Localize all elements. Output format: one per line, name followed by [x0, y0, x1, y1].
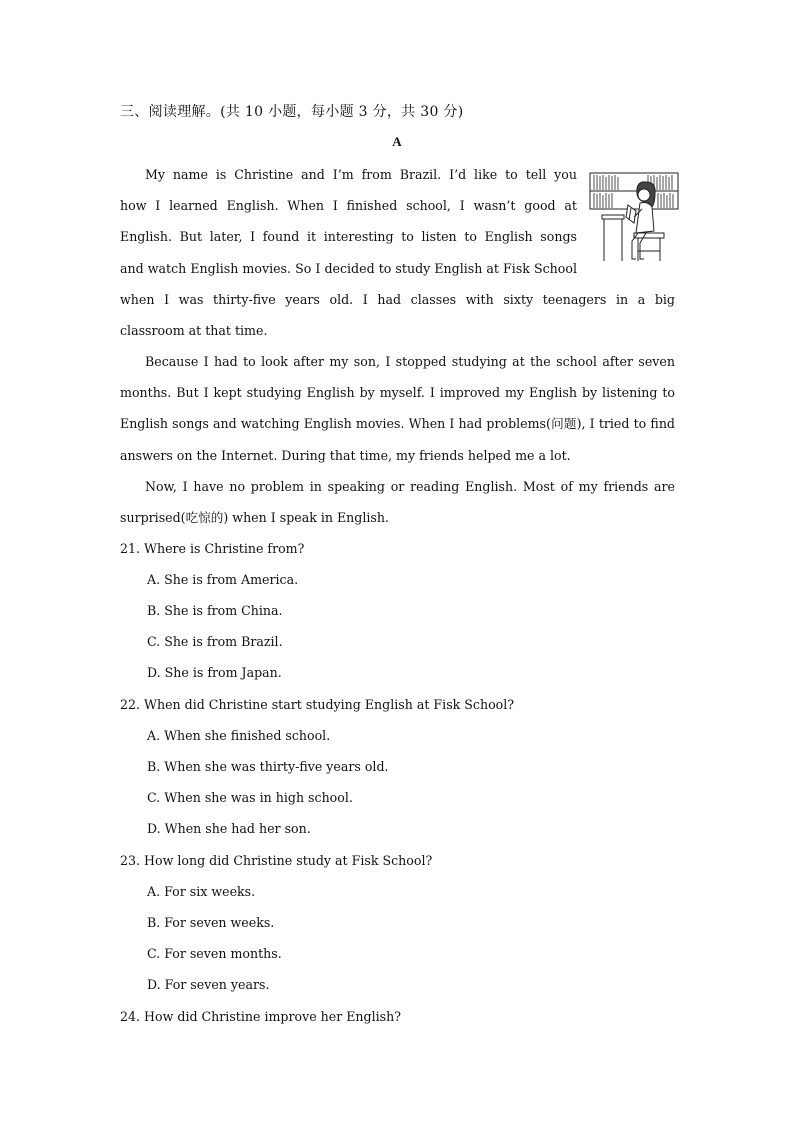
- passage-line: and watch English movies. So I decided to study English at Fisk School: [120, 260, 577, 276]
- passage-paragraph-2: Because I had to look after my son, I stopped studying at the school after seven months. But I kept studying English by myself. I improved my English by listening to English songs and watching English movies. When I had problems(问题), I tried to find answers on the Internet. During that time, my friends helped me a lot.: [120, 354, 675, 463]
- question-23-option-c: C. For seven months.: [147, 946, 282, 961]
- question-23-stem: 23. How long did Christine study at Fisk School?: [120, 853, 433, 868]
- passage-line: when I was thirty-five years old. I had classes with sixty teenagers in a big: [120, 291, 675, 307]
- passage-line: My name is Christine and I’m from Brazil. I’d like to tell you: [145, 167, 577, 182]
- question-21-option-d: D. She is from Japan.: [147, 665, 282, 680]
- passage-paragraph-1: [120, 159, 675, 346]
- question-21-stem: 21. Where is Christine from?: [120, 541, 305, 556]
- passage-line: English. But later, I found it interesting to listen to English songs: [120, 229, 577, 245]
- section-title: 三、阅读理解。(共 10 小题，每小题 3 分，共 30 分): [120, 104, 464, 120]
- question-23-option-a: A. For six weeks.: [147, 884, 256, 899]
- passage-paragraph-3: Now, I have no problem in speaking or reading English. Most of my friends are surprised(吃惊的) when I speak in English.: [120, 479, 675, 526]
- question-22-option-c: C. When she was in high school.: [147, 790, 353, 805]
- question-23-option-d: D. For seven years.: [147, 977, 270, 992]
- passage-label: A: [392, 134, 402, 149]
- passage-line: classroom at that time.: [120, 323, 268, 339]
- question-22-stem: 22. When did Christine start studying English at Fisk School?: [120, 697, 515, 712]
- question-21-option-a: A. She is from America.: [147, 572, 299, 587]
- question-22-option-b: B. When she was thirty-five years old.: [147, 759, 389, 774]
- question-21-option-b: B. She is from China.: [147, 603, 283, 618]
- passage-line: how I learned English. When I finished school, I wasn’t good at: [120, 198, 577, 214]
- question-22-option-d: D. When she had her son.: [147, 821, 311, 836]
- question-24-stem: 24. How did Christine improve her English?: [120, 1009, 401, 1024]
- question-21-option-c: C. She is from Brazil.: [147, 634, 283, 649]
- question-23-option-b: B. For seven weeks.: [147, 915, 275, 930]
- question-22-option-a: A. When she finished school.: [147, 728, 331, 743]
